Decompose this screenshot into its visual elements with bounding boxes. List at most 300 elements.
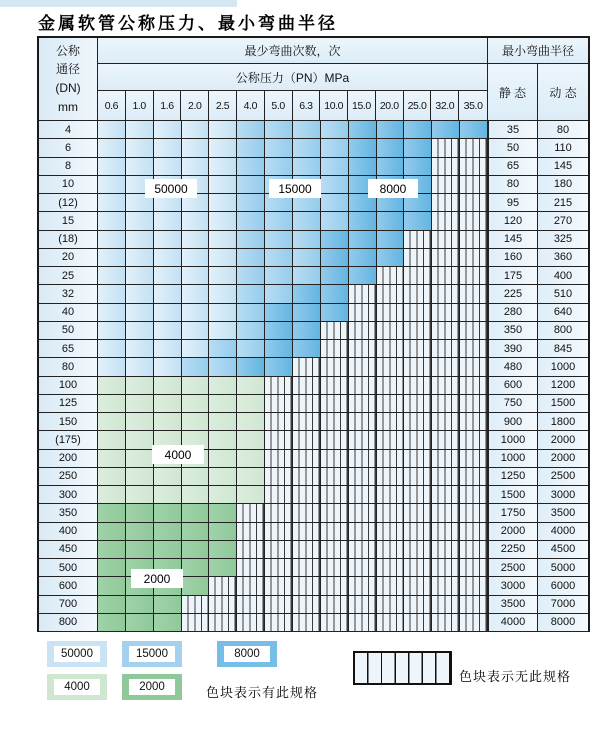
spec-cell [182, 504, 210, 522]
spec-cell [182, 395, 210, 413]
pressure-col-header: 6.3 [293, 91, 321, 120]
spec-cell [237, 486, 265, 504]
no-spec-cell [321, 559, 349, 577]
spec-cell [126, 431, 154, 449]
spec-cell [321, 139, 349, 157]
spec-cell [182, 413, 210, 431]
no-spec-cell [404, 559, 432, 577]
static-column-header: 静 态 [488, 64, 538, 121]
spec-cell [98, 450, 126, 468]
no-spec-cell [349, 577, 377, 595]
no-spec-cell [349, 395, 377, 413]
dn-cell: 4 [39, 121, 98, 139]
spec-cell [182, 523, 210, 541]
spec-cell [154, 231, 182, 249]
no-spec-cell [377, 596, 405, 614]
no-spec-cell [460, 285, 488, 303]
dn-cell: 32 [39, 285, 98, 303]
dn-cell: 200 [39, 450, 98, 468]
dn-cell: 6 [39, 139, 98, 157]
no-spec-cell [293, 486, 321, 504]
static-radius-value: 1250 [488, 468, 538, 486]
no-spec-cell [432, 486, 460, 504]
spec-cell [182, 559, 210, 577]
nominal-pressure-header: 公称压力（PN）MPa [98, 64, 488, 91]
no-spec-cell [377, 559, 405, 577]
no-spec-cell [265, 468, 293, 486]
spec-cell [237, 194, 265, 212]
spec-cell [182, 377, 210, 395]
no-spec-cell [321, 504, 349, 522]
dn-cell: 600 [39, 577, 98, 595]
pressure-col-header: 0.6 [98, 91, 126, 120]
legend-swatch-15000 [122, 641, 182, 667]
pressure-col-header: 2.5 [209, 91, 237, 120]
spec-cell [154, 285, 182, 303]
table-row [39, 486, 588, 504]
spec-cell [98, 596, 126, 614]
no-spec-cell [237, 504, 265, 522]
spec-cell [98, 194, 126, 212]
spec-cell [154, 212, 182, 230]
no-spec-cell [377, 523, 405, 541]
spec-cell [237, 358, 265, 376]
spec-cell [209, 139, 237, 157]
no-spec-cell [432, 614, 460, 632]
spec-cell [98, 523, 126, 541]
dynamic-radius-value: 110 [538, 139, 588, 157]
spec-cell [293, 340, 321, 358]
spec-cell [237, 139, 265, 157]
table-row [39, 431, 588, 449]
spec-cell [126, 212, 154, 230]
no-spec-cell [460, 614, 488, 632]
static-radius-value: 1000 [488, 431, 538, 449]
no-spec-cell [404, 504, 432, 522]
spec-cell [349, 212, 377, 230]
spec-cell [265, 139, 293, 157]
spec-cell [237, 176, 265, 194]
static-radius-value: 65 [488, 158, 538, 176]
dn-cell: 125 [39, 395, 98, 413]
spec-cell [126, 285, 154, 303]
dynamic-radius-value: 5000 [538, 559, 588, 577]
no-spec-cell [209, 614, 237, 632]
region-label-15000: 15000 [269, 179, 321, 198]
spec-cell [209, 212, 237, 230]
spec-cell [98, 577, 126, 595]
no-spec-cell [432, 468, 460, 486]
dynamic-radius-value: 2500 [538, 468, 588, 486]
spec-cell [126, 322, 154, 340]
spec-cell [209, 304, 237, 322]
spec-cell [154, 139, 182, 157]
no-spec-cell [432, 194, 460, 212]
spec-cell [404, 139, 432, 157]
pressure-col-header: 5.0 [265, 91, 293, 120]
no-spec-cell [460, 431, 488, 449]
no-spec-cell [209, 596, 237, 614]
no-spec-cell [432, 158, 460, 176]
pressure-col-header: 25.0 [404, 91, 432, 120]
spec-cell [237, 377, 265, 395]
dynamic-radius-value: 1500 [538, 395, 588, 413]
dynamic-radius-value: 510 [538, 285, 588, 303]
dynamic-radius-value: 1200 [538, 377, 588, 395]
spec-cell [126, 468, 154, 486]
spec-cell [98, 614, 126, 632]
no-spec-cell [293, 596, 321, 614]
spec-cell [98, 377, 126, 395]
pressure-col-header: 15.0 [348, 91, 376, 120]
legend-swatch-label: 2000 [129, 679, 175, 695]
spec-cell [265, 121, 293, 139]
no-spec-cell [293, 358, 321, 376]
no-spec-cell [404, 541, 432, 559]
spec-cell [209, 158, 237, 176]
dynamic-radius-value: 80 [538, 121, 588, 139]
no-spec-cell [432, 322, 460, 340]
spec-cell [98, 139, 126, 157]
spec-cell [126, 139, 154, 157]
spec-cell [265, 267, 293, 285]
spec-cell [321, 267, 349, 285]
spec-cell [126, 486, 154, 504]
no-spec-cell [265, 377, 293, 395]
spec-cell [98, 249, 126, 267]
spec-cell [126, 395, 154, 413]
spec-cell [98, 486, 126, 504]
spec-cell [126, 158, 154, 176]
no-spec-cell [349, 541, 377, 559]
spec-cell [404, 212, 432, 230]
no-spec-cell [321, 596, 349, 614]
dynamic-radius-value: 2000 [538, 431, 588, 449]
no-spec-cell [432, 304, 460, 322]
spec-cell [182, 541, 210, 559]
no-spec-cell [377, 504, 405, 522]
spec-cell [154, 504, 182, 522]
no-spec-cell [182, 596, 210, 614]
no-spec-cell [432, 358, 460, 376]
dynamic-radius-value: 360 [538, 249, 588, 267]
no-spec-cell [404, 413, 432, 431]
dn-cell: 800 [39, 614, 98, 632]
no-spec-cell [404, 231, 432, 249]
no-spec-cell [349, 340, 377, 358]
spec-cell [209, 377, 237, 395]
spec-cell [209, 176, 237, 194]
spec-cell [209, 504, 237, 522]
no-spec-cell [377, 577, 405, 595]
spec-cell [237, 395, 265, 413]
table-row [39, 450, 588, 468]
no-spec-cell [460, 358, 488, 376]
spec-cell [182, 267, 210, 285]
no-spec-cell [432, 377, 460, 395]
dn-cell: 100 [39, 377, 98, 395]
no-spec-cell [321, 322, 349, 340]
no-spec-cell [404, 304, 432, 322]
no-spec-cell [321, 523, 349, 541]
table-row [39, 596, 588, 614]
spec-cell [154, 413, 182, 431]
dynamic-radius-value: 6000 [538, 577, 588, 595]
no-spec-cell [349, 285, 377, 303]
no-spec-cell [432, 523, 460, 541]
no-spec-cell [265, 614, 293, 632]
spec-cell [98, 158, 126, 176]
spec-cell [126, 358, 154, 376]
spec-cell [182, 285, 210, 303]
hose-spec-table [37, 36, 590, 632]
no-spec-cell [460, 176, 488, 194]
no-spec-cell [265, 504, 293, 522]
spec-cell [265, 212, 293, 230]
no-spec-cell [404, 468, 432, 486]
no-spec-cell [460, 212, 488, 230]
dynamic-radius-value: 325 [538, 231, 588, 249]
dn-cell: 80 [39, 358, 98, 376]
no-spec-cell [237, 577, 265, 595]
dynamic-column-header: 动 态 [538, 64, 588, 121]
legend-swatch-4000 [47, 674, 107, 700]
spec-cell [98, 121, 126, 139]
no-spec-cell [321, 377, 349, 395]
static-radius-value: 50 [488, 139, 538, 157]
pressure-col-header: 1.6 [154, 91, 182, 120]
spec-cell [293, 231, 321, 249]
spec-cell [377, 249, 405, 267]
no-spec-cell [432, 504, 460, 522]
table-row [39, 559, 588, 577]
no-spec-cell [293, 541, 321, 559]
dn-cell: 50 [39, 322, 98, 340]
legend-has-spec-text: 色块表示有此规格 [206, 685, 319, 700]
static-radius-value: 1750 [488, 504, 538, 522]
spec-cell [209, 395, 237, 413]
no-spec-cell [349, 322, 377, 340]
spec-cell [182, 340, 210, 358]
no-spec-cell [293, 523, 321, 541]
spec-cell [293, 158, 321, 176]
pressure-col-header: 1.0 [126, 91, 154, 120]
spec-cell [209, 194, 237, 212]
region-label-8000: 8000 [368, 179, 418, 198]
spec-cell [321, 212, 349, 230]
spec-cell [377, 212, 405, 230]
static-radius-value: 2500 [488, 559, 538, 577]
spec-cell [98, 340, 126, 358]
spec-cell [237, 249, 265, 267]
spec-cell [98, 358, 126, 376]
dn-cell: 25 [39, 267, 98, 285]
static-radius-value: 480 [488, 358, 538, 376]
spec-cell [209, 523, 237, 541]
spec-cell [349, 231, 377, 249]
no-spec-cell [432, 431, 460, 449]
no-spec-cell [321, 450, 349, 468]
dn-cell: (175) [39, 431, 98, 449]
spec-cell [349, 249, 377, 267]
spec-cell [182, 139, 210, 157]
no-spec-cell [404, 486, 432, 504]
spec-cell [209, 468, 237, 486]
no-spec-cell [237, 523, 265, 541]
table-row [39, 121, 588, 139]
spec-cell [432, 121, 460, 139]
spec-cell [237, 267, 265, 285]
no-spec-cell [377, 468, 405, 486]
spec-cell [321, 194, 349, 212]
static-radius-value: 1000 [488, 450, 538, 468]
dynamic-radius-value: 4000 [538, 523, 588, 541]
table-row [39, 285, 588, 303]
dn-cell: (12) [39, 194, 98, 212]
spec-cell [209, 486, 237, 504]
legend-no-spec-text: 色块表示无此规格 [459, 669, 572, 684]
spec-cell [182, 577, 210, 595]
no-spec-cell [377, 304, 405, 322]
dn-header-line: 公称 [55, 43, 80, 58]
spec-cell [209, 450, 237, 468]
spec-cell [154, 377, 182, 395]
spec-cell [404, 121, 432, 139]
spec-cell [265, 249, 293, 267]
dn-cell: 300 [39, 486, 98, 504]
no-spec-cell [349, 304, 377, 322]
no-spec-cell [404, 614, 432, 632]
no-spec-cell [293, 577, 321, 595]
no-spec-cell [460, 377, 488, 395]
table-row [39, 377, 588, 395]
spec-cell [126, 614, 154, 632]
pressure-value-header-row [98, 91, 488, 121]
top-decoration-strip [0, 0, 237, 7]
spec-cell [126, 504, 154, 522]
spec-cell [98, 468, 126, 486]
spec-cell [265, 231, 293, 249]
spec-cell [154, 614, 182, 632]
no-spec-cell [377, 413, 405, 431]
table-row [39, 231, 588, 249]
static-radius-value: 80 [488, 176, 538, 194]
static-radius-value: 3000 [488, 577, 538, 595]
spec-cell [293, 121, 321, 139]
spec-cell [182, 121, 210, 139]
table-row [39, 139, 588, 157]
no-spec-cell [321, 614, 349, 632]
spec-cell [154, 486, 182, 504]
no-spec-cell [404, 285, 432, 303]
spec-cell [377, 139, 405, 157]
spec-cell [182, 304, 210, 322]
spec-cell [154, 523, 182, 541]
spec-cell [98, 267, 126, 285]
no-spec-cell [460, 267, 488, 285]
no-spec-cell [404, 358, 432, 376]
no-spec-cell [377, 541, 405, 559]
spec-cell [126, 231, 154, 249]
spec-cell [237, 340, 265, 358]
dn-cell: 400 [39, 523, 98, 541]
spec-cell [154, 596, 182, 614]
pressure-col-header: 32.0 [431, 91, 459, 120]
spec-cell [321, 304, 349, 322]
no-spec-cell [349, 523, 377, 541]
no-spec-cell [404, 377, 432, 395]
spec-cell [293, 267, 321, 285]
no-spec-cell [404, 523, 432, 541]
no-spec-cell [265, 559, 293, 577]
no-spec-cell [404, 431, 432, 449]
spec-cell [377, 121, 405, 139]
spec-cell [98, 559, 126, 577]
spec-cell [237, 158, 265, 176]
no-spec-cell [377, 340, 405, 358]
no-spec-cell [432, 139, 460, 157]
dn-cell: (18) [39, 231, 98, 249]
static-radius-value: 900 [488, 413, 538, 431]
table-row [39, 577, 588, 595]
no-spec-cell [349, 450, 377, 468]
spec-cell [182, 249, 210, 267]
no-spec-cell [321, 468, 349, 486]
static-radius-value: 2250 [488, 541, 538, 559]
no-spec-cell [460, 395, 488, 413]
dynamic-radius-value: 215 [538, 194, 588, 212]
static-radius-value: 145 [488, 231, 538, 249]
spec-cell [154, 358, 182, 376]
spec-cell [98, 212, 126, 230]
static-radius-value: 600 [488, 377, 538, 395]
spec-cell [182, 358, 210, 376]
spec-cell [237, 468, 265, 486]
table-row [39, 395, 588, 413]
dynamic-radius-value: 7000 [538, 596, 588, 614]
dn-cell: 10 [39, 176, 98, 194]
spec-cell [321, 158, 349, 176]
no-spec-cell [293, 614, 321, 632]
no-spec-cell [432, 450, 460, 468]
spec-cell [265, 358, 293, 376]
spec-cell [126, 304, 154, 322]
pressure-col-header: 2.0 [181, 91, 209, 120]
no-spec-cell [377, 486, 405, 504]
table-row [39, 158, 588, 176]
no-spec-cell [293, 450, 321, 468]
table-row [39, 523, 588, 541]
spec-cell [209, 431, 237, 449]
no-spec-cell [377, 285, 405, 303]
spec-cell [349, 139, 377, 157]
spec-cell [154, 267, 182, 285]
no-spec-cell [460, 139, 488, 157]
no-spec-cell [265, 486, 293, 504]
spec-cell [209, 559, 237, 577]
no-spec-cell [460, 340, 488, 358]
table-row [39, 212, 588, 230]
spec-cell [126, 541, 154, 559]
spec-cell [98, 395, 126, 413]
spec-cell [182, 322, 210, 340]
spec-cell [237, 322, 265, 340]
no-spec-cell [349, 413, 377, 431]
pressure-col-header: 10.0 [320, 91, 348, 120]
spec-cell [154, 322, 182, 340]
spec-cell [126, 249, 154, 267]
no-spec-cell [293, 413, 321, 431]
